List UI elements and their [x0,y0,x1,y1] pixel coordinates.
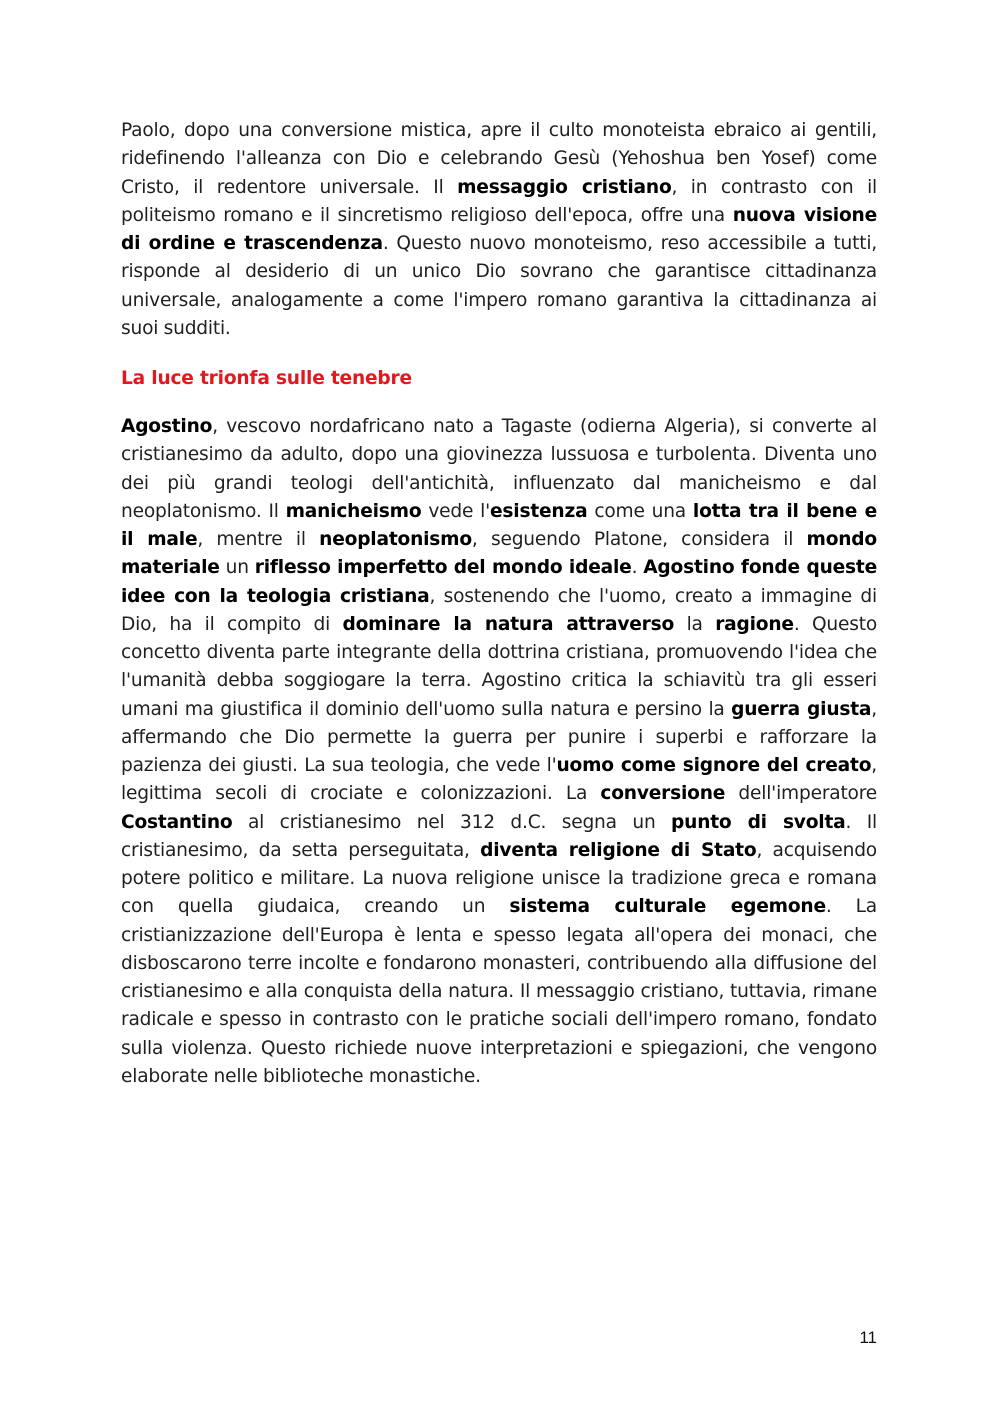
document-page [121,117,877,1091]
bold-text: riflesso imperfetto del mondo ideale [254,557,632,579]
bold-text: sistema culturale egemone [509,896,826,918]
bold-text: lotta tra il bene e il male [121,500,877,550]
bold-text: diventa religione di Stato [480,839,757,861]
bold-text: dominare la natura attraverso [342,613,675,635]
page-number: 11 [859,1328,877,1347]
text-run: vede l' [421,500,490,522]
section-heading: La luce trionfa sulle tenebre [121,368,412,389]
text-run: al cristianesimo nel 312 d.C. segna un [232,811,672,833]
bold-text: neoplatonismo [319,529,472,550]
text-run: , sostenendo che l'uomo, creato a immagine di Dio, ha il compito di [121,585,877,635]
bold-text: esistenza [490,500,588,522]
text-run: , legittima secoli di crociate e colonizzazioni. La [121,755,877,805]
bold-text: punto di svolta [671,811,846,833]
text-run: , affermando che Dio permette la guerra per punire i superbi e rafforzare la pazienza dei giusti. La sua teologia, che vede l' [121,698,877,776]
bold-text: guerra giusta [731,698,872,720]
text-run: un [219,557,255,579]
text-run: . Il cristianesimo, da setta perseguitata, [121,811,877,861]
text-run: , mentre il [197,529,320,550]
bold-text: messaggio cristiano [457,176,672,198]
text-run: . Questo nuovo monoteismo, reso accessibile a tutti, risponde al desiderio di un unico Dio sovrano che garantisce cittadinanza universale, analogamente a come l'impero romano garantiva la cittadinanza ai suoi sudditi. [121,233,877,339]
text-run: , in contrasto con il politeismo romano e il sincretismo religioso dell'epoca, offre una [121,176,878,226]
text-run: Paolo, dopo una conversione mistica, apre il culto monoteista ebraico ai gentili, ridefinendo l'alleanza con Dio e celebrando Gesù (Yehoshua ben Yosef) come Cristo, il redentore universale. Il [121,120,877,198]
text-run: , vescovo nordafricano nato a Tagaste (odierna Algeria), si converte al cristianesimo da adulto, dopo una giovinezza lussuosa e turbolenta. Diventa uno dei più grandi teologi dell'antichità, influenzato dal manicheismo e dal neoplatonismo. Il [121,416,877,522]
text-run: , acquisendo potere politico e militare. La nuova religione unisce la tradizione greca e romana con quella giudaica, creando un [121,839,877,918]
text-run: . Questo concetto diventa parte integrante della dottrina cristiana, promuovendo l'idea che l'umanità debba soggiogare la terra. Agostino critica la schiavitù tra gli esseri umani ma giustifica il dominio dell'uomo sulla natura e persino la [121,613,878,720]
text-run: . [631,557,644,579]
bold-text: manicheismo [285,500,422,522]
text-run: come una [587,500,693,522]
bold-text: Agostino fonde queste idee con la teologia cristiana [121,557,877,607]
text-run: . La cristianizzazione dell'Europa è lenta e spesso legata all'opera dei monaci, che disboscarono terre incolte e fondarono monasteri, contribuendo alla diffusione del cristianesimo e alla conquista della natura. Il messaggio cristiano, tuttavia, rimane radicale e spesso in contrasto con le pratiche sociali dell'impero romano, fondato sulla violenza. Questo richiede nuove interpretazioni e spiegazioni, che vengono elaborate nelle biblioteche monastiche. [121,896,877,1087]
bold-text: nuova visione di ordine e trascendenza [121,204,878,254]
text-run: dell'imperatore [725,783,877,805]
bold-text: uomo come signore del creato [556,755,872,776]
paragraph-paolo [121,117,877,343]
bold-text: ragione [715,613,794,635]
text-run: la [674,613,716,635]
bold-text: Costantino [121,811,233,833]
text-run: , seguendo Platone, considera il [471,529,807,550]
bold-text: Agostino [121,416,213,437]
bold-text: mondo materiale [121,529,877,579]
paragraph-agostino [121,413,877,1091]
bold-text: conversione [600,783,726,805]
